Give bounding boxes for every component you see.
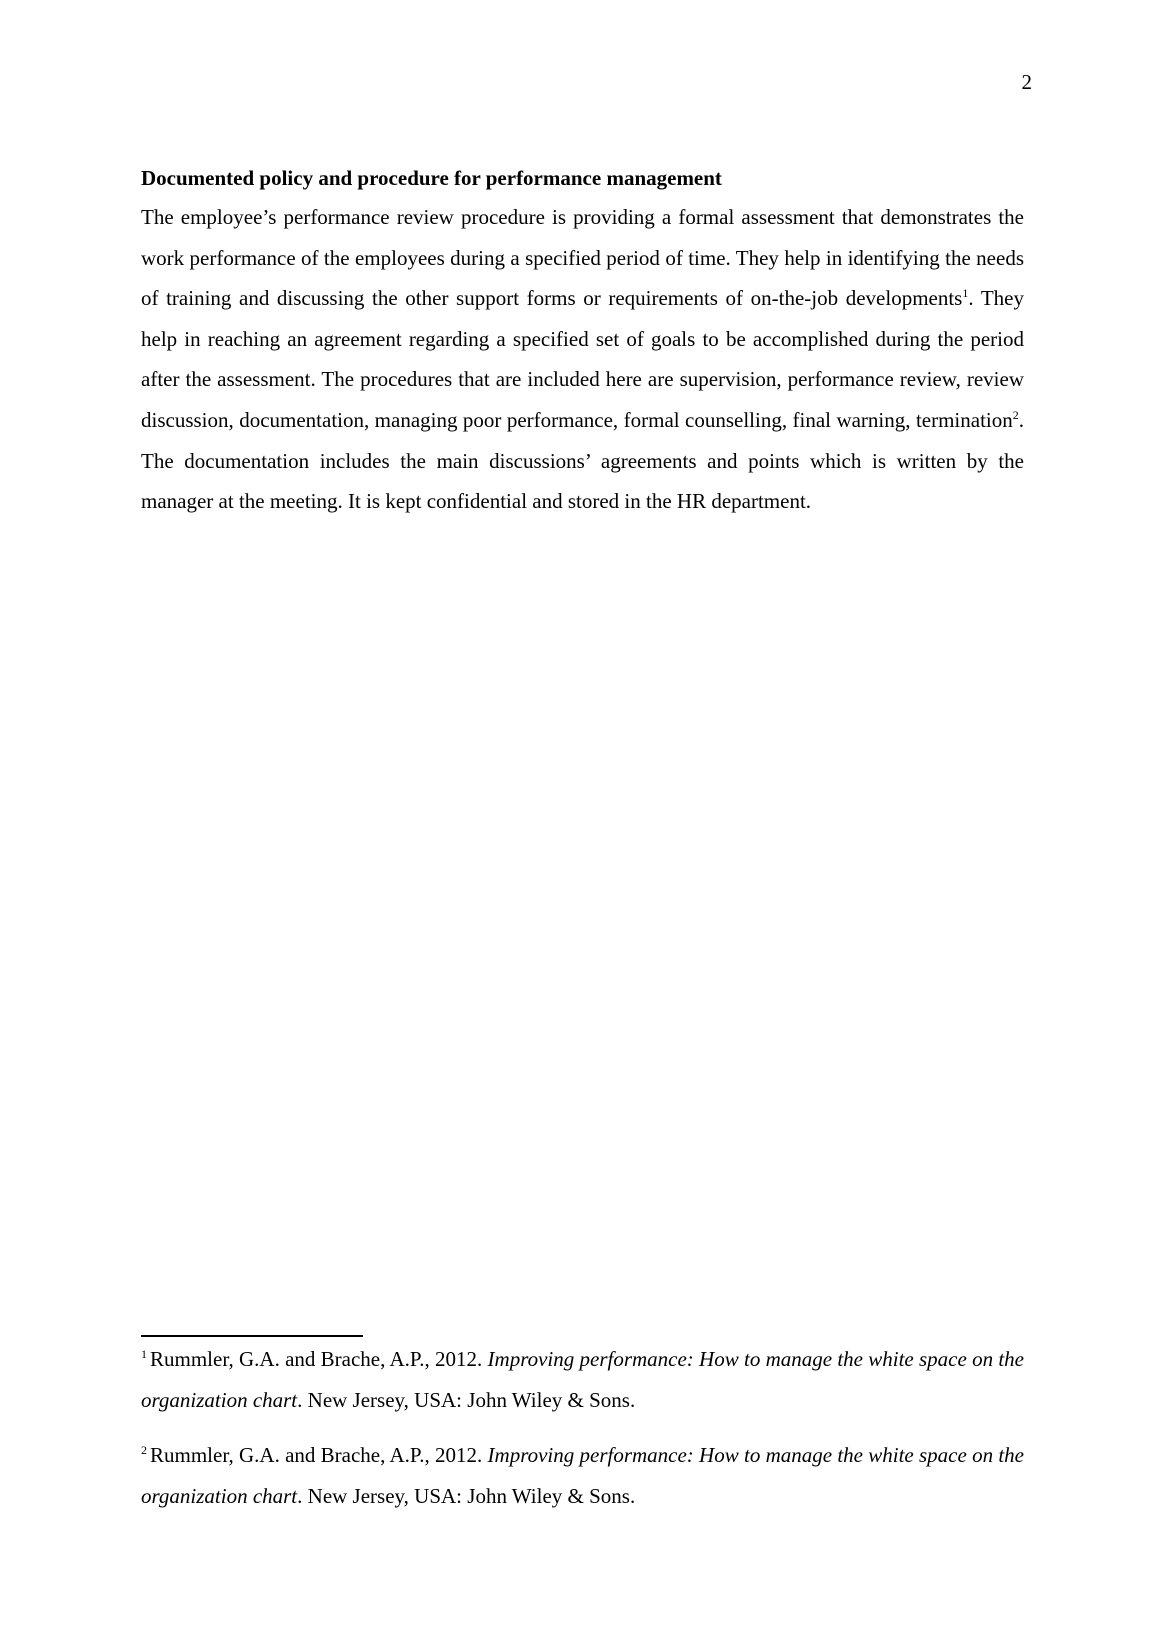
footnote-separator	[141, 1335, 363, 1337]
page-number: 2	[1021, 70, 1032, 94]
footnote-reference-1[interactable]: 1	[962, 286, 969, 301]
footnote-2-authors: Rummler, G.A. and Brache, A.P., 2012.	[150, 1443, 488, 1468]
footnote-2	[141, 1435, 1024, 1516]
footnote-2-publisher: . New Jersey, USA: John Wiley & Sons.	[297, 1483, 636, 1508]
footnote-1-publisher: . New Jersey, USA: John Wiley & Sons.	[297, 1387, 636, 1412]
main-content	[141, 163, 1024, 522]
paragraph-text-part-1: The employee’s performance review procedure is providing a formal assessment that demonstrates the work performance of the employees during a specified period of time. They help in identifying the needs of training and discussing the other support forms or requirements of on-the-job developments	[141, 205, 1024, 311]
paragraph-text-part-2: . They help in reaching an agreement regarding a specified set of goals to be accomplished during the period after the assessment. The procedures that are included here are supervision, performance review, review discussion, documentation, managing poor performance, formal counselling, final warning, termination	[141, 286, 1024, 432]
footnote-reference-2[interactable]: 2	[1012, 407, 1019, 422]
section-heading: Documented policy and procedure for performance management	[141, 166, 722, 190]
paragraph-text-part-3: . The documentation includes the main discussions’ agreements and points which is written by the manager at the meeting. It is kept confidential and stored in the HR department.	[141, 407, 1024, 514]
body-paragraph	[141, 197, 1024, 522]
footnote-1	[141, 1339, 1024, 1420]
footnote-marker-2: 2	[141, 1443, 147, 1458]
footnote-marker-1: 1	[141, 1347, 147, 1361]
footnote-1-authors: Rummler, G.A. and Brache, A.P., 2012.	[150, 1347, 488, 1371]
footnote-2-title: Improving performance: How to manage the white space on the organization chart	[141, 1443, 1024, 1508]
footnotes-section	[141, 1339, 1024, 1531]
footnote-1-title: Improving performance: How to manage the white space on the organization chart	[141, 1347, 1024, 1412]
